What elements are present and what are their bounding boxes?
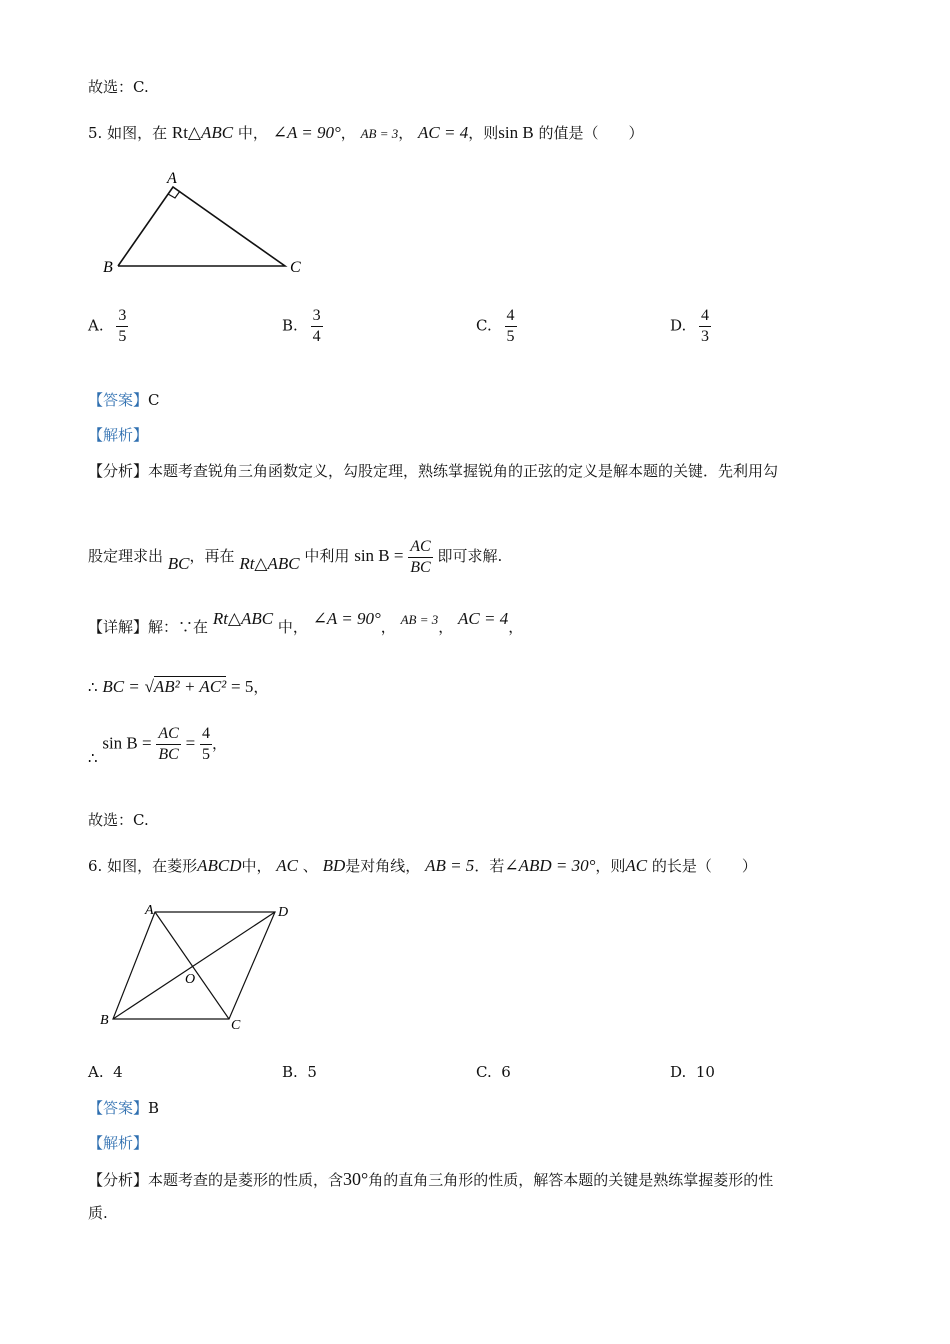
figure-triangle [95,165,335,280]
fenxi-tag: 【分析】 [88,1171,149,1189]
fig6-label-o: O [185,972,196,987]
question-6 [88,855,757,877]
analysis-tag-6: 【解析】 [88,1134,149,1152]
option-fraction: $\frac{3}{5}$ [118,307,127,345]
answer-tag: 【答案】 [88,1099,149,1117]
q6-sep: 、 [302,857,318,875]
xiangjie-ac: AC = 4 [458,609,509,628]
q6-bd: BD [322,856,346,875]
answer-value: C [148,391,160,409]
step2-sin: sin B = [102,733,152,753]
q5-option-c [476,306,517,347]
fig5-label-c: C [290,259,301,276]
q6-tail: 的长是（ ） [651,857,757,875]
q6-mid: 中， [241,857,272,875]
option-fraction: $\frac{3}{4}$ [312,307,321,345]
step-2 [88,724,227,765]
step1-end: ， [253,678,269,696]
q5-option-d [670,306,711,347]
option-fraction: $\frac{4}{3}$ [701,307,710,345]
option-label: D. [670,316,687,335]
xiangjie-mid: 中， [277,618,308,636]
answer-5 [88,389,160,411]
answer-6 [88,1097,159,1119]
step1-radicand: AB² + AC² [153,677,227,696]
q6-option-d: D. 10 [670,1063,715,1081]
fenxi-5-line2 [88,536,502,578]
step-1 [88,672,268,702]
step1-lhs: BC = [102,677,140,696]
q5-mid: 中， [237,124,268,142]
q5-rt: Rt△ [171,123,202,142]
q6-diag: 是对角线， [345,857,421,875]
fenxi-6-line1 [88,1168,773,1191]
fenxi5b-mid: ，再在 [189,547,235,565]
q6-option-c: C. 6 [476,1063,511,1081]
xiangjie-5 [88,609,524,643]
fig6-label-d: D [278,905,289,920]
xiangjie-pre: 解：∵在 [148,618,209,636]
fenxi-text: 本题考查锐角三角函数定义，勾股定理，熟练掌握锐角的正弦的定义是解本题的关键．先利用勾 [148,462,779,480]
fenxi5b-end: 即可求解. [437,547,503,565]
step1-rhs: = 5 [231,677,254,696]
xiangjie-tag: 【详解】 [88,618,149,636]
q6-then: ，则 [595,857,626,875]
fig5-label-a: A [167,170,177,187]
q6-option-b: B. 5 [282,1063,317,1081]
fig5-label-b: B [103,259,113,276]
xiangjie-rt: Rt△ABC [212,609,274,628]
q6-if: ．若 [474,857,505,875]
q6-prefix: 6. 如图，在菱形 [88,857,198,875]
step2-end: ， [211,734,227,753]
fig6-label-a: A [145,903,154,918]
q6-angle: ∠ABD = 30° [504,856,596,875]
fenxi-tag: 【分析】 [88,462,149,480]
answer-value: B [148,1099,160,1117]
q5-ac: AC = 4 [418,123,469,142]
q5-comma1: ， [340,124,356,142]
fenxi6-b: 角的直角三角形的性质，解答本题的关键是熟练掌握菱形的性 [368,1171,774,1189]
fenxi5b-pre: 股定理求出 [88,547,164,565]
therefore-2: ∴ [88,748,98,767]
sqrt-sign: √ [144,677,154,696]
fig6-label-c: C [231,1018,241,1033]
option-label: A. [88,316,104,335]
xiangjie-comma3: ， [508,618,524,636]
fig6-label-b: B [100,1013,109,1028]
xiangjie-angle: ∠A = 90° [312,609,381,628]
q5-option-a [88,306,128,347]
option-label: C. [476,316,492,335]
xiangjie-comma2: ， [438,618,454,636]
fenxi5b-fraction: $\frac{AC}{BC}$ [410,537,431,576]
fenxi6-a: 本题考查的是菱形的性质，含 [148,1171,344,1189]
conclusion-line-2: 故选：C. [88,811,149,829]
step2-eq: = [185,733,196,753]
q5-sinb: sin B [498,123,534,142]
therefore-1: ∴ [88,678,98,696]
conclusion-line: 故选：C. [88,78,149,96]
figure-rhombus [95,898,315,1038]
q6-option-a: A. 4 [88,1063,123,1081]
fenxi-6-line2: 质. [88,1204,108,1222]
q5-option-b [282,306,323,347]
q6-ac2: AC [625,856,648,875]
xiangjie-comma1: ， [380,618,396,636]
q5-then: ，则 [468,124,499,142]
option-fraction: $\frac{4}{5}$ [506,307,515,345]
fenxi5b-bc: BC [167,554,190,573]
fenxi5b-use: 中利用 [304,547,350,565]
fenxi5b-sin: sin B = [354,546,404,565]
q5-prefix: 5. 如图，在 [88,124,168,142]
question-5 [88,122,644,145]
q6-ab: AB = 5 [425,856,475,875]
step2-fraction2: $\frac{4}{5}$ [201,725,210,763]
analysis-tag-5: 【解析】 [88,426,149,444]
fenxi5b-rt: Rt△ABC [239,554,300,573]
q6-ac: AC [276,856,299,875]
q5-abc: ABC [201,123,234,142]
step2-fraction1: $\frac{AC}{BC}$ [158,725,179,763]
q5-angle: ∠A = 90° [272,123,341,142]
answer-tag: 【答案】 [88,391,149,409]
q5-ab: AB = 3 [360,126,399,141]
q6-abcd: ABCD [197,856,242,875]
fenxi6-30: 30° [343,1169,369,1189]
xiangjie-ab: AB = 3 [400,612,439,627]
fenxi-5-line1 [88,460,778,482]
q5-comma2: ， [398,124,414,142]
option-label: B. [282,316,298,335]
q5-tail: 的值是（ ） [538,124,644,142]
